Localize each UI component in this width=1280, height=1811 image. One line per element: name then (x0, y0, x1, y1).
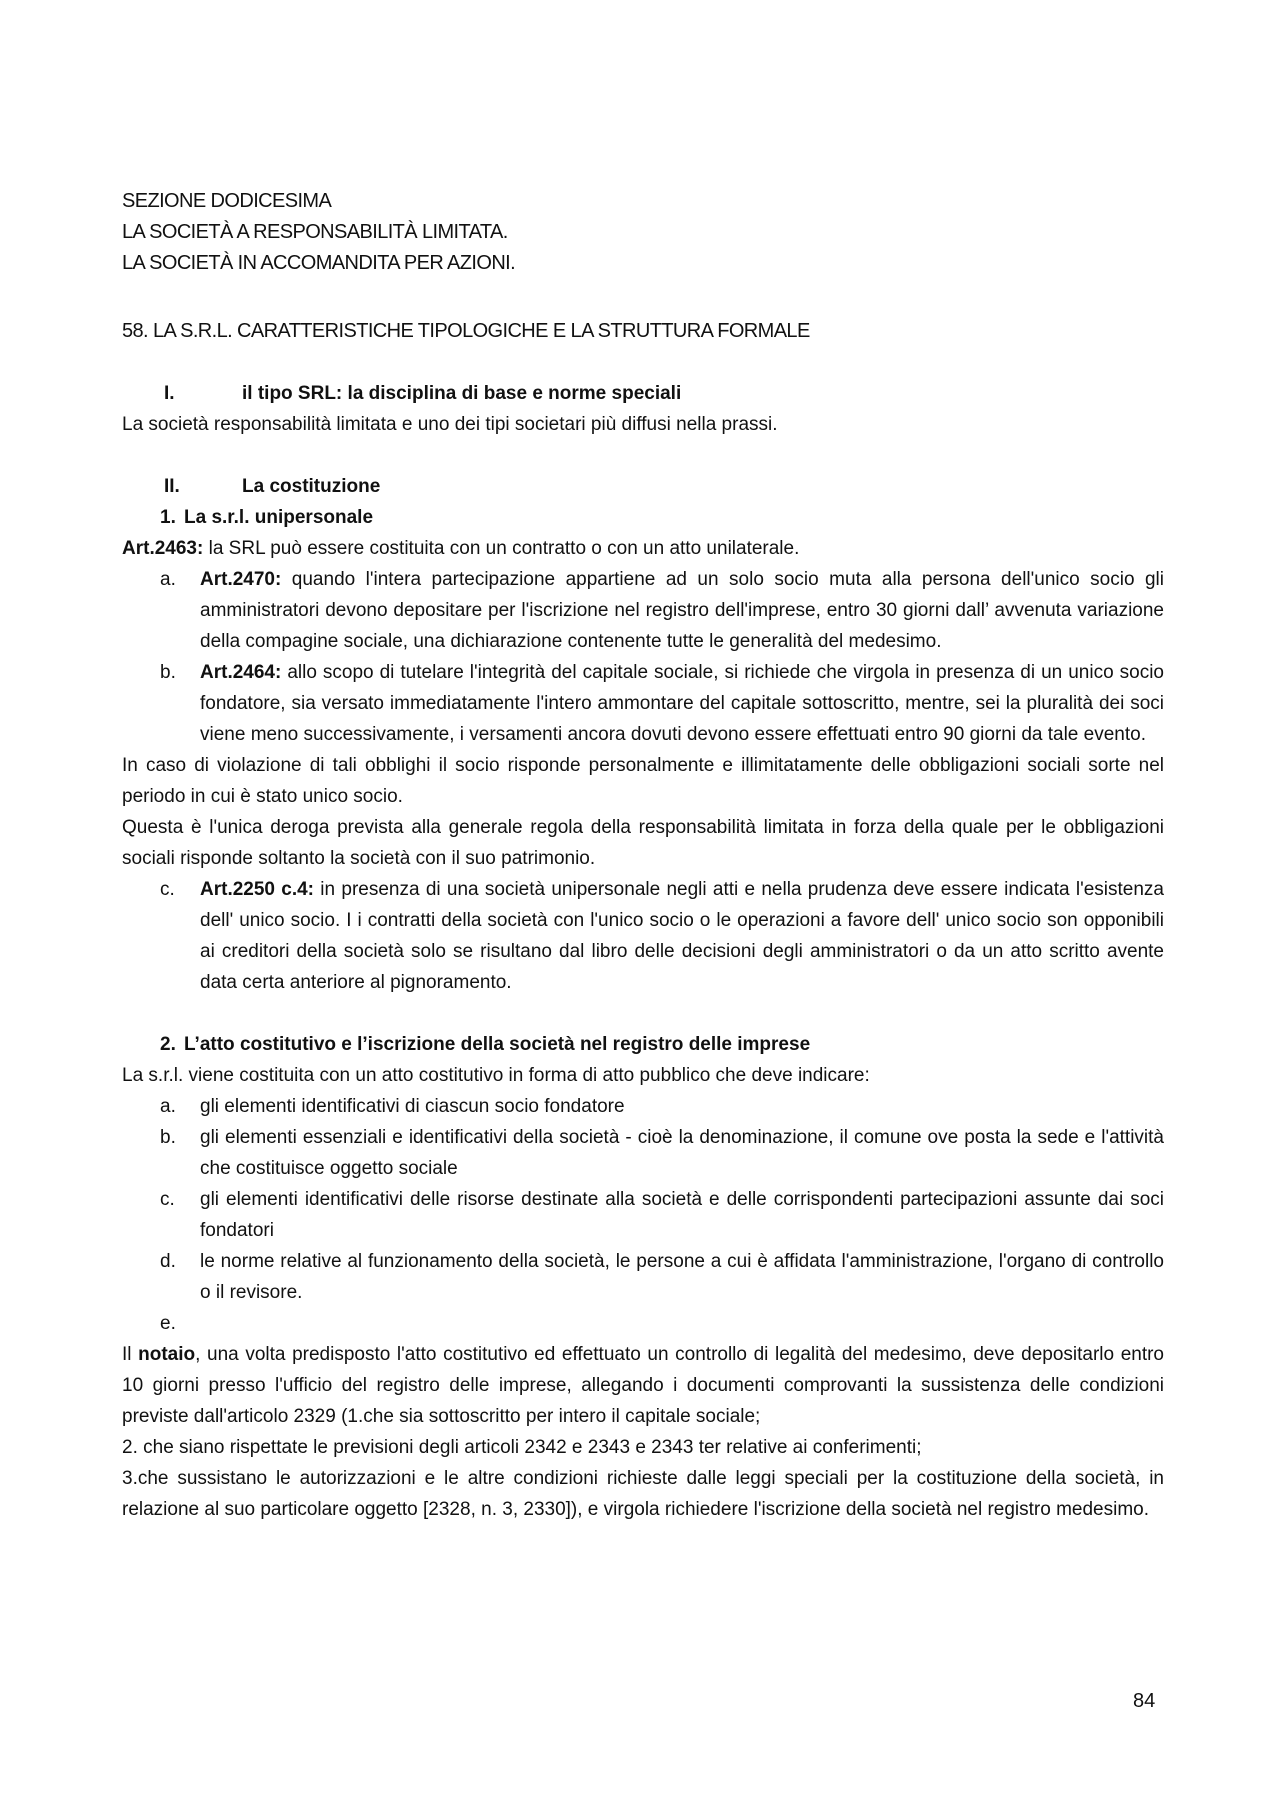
list-item: e. (160, 1313, 176, 1334)
subsection-heading-i: I. il tipo SRL: la disciplina di base e norme speciali (164, 383, 682, 404)
paragraph: 2. che siano rispettate le previsioni degli articoli 2342 e 2343 e 2343 ter relative ai conferimenti; (122, 1437, 922, 1458)
list-item: b. gli elementi essenziali e identificativi della società - cioè la denominazione, il comune ove posta la sede e l'attività che costituisce oggetto sociale (160, 1127, 1164, 1179)
paragraph: La s.r.l. viene costituita con un atto costitutivo in forma di atto pubblico che deve indicare: (122, 1065, 870, 1086)
paragraph: Il notaio, una volta predisposto l'atto costitutivo ed effettuato un controllo di legalità del medesimo, deve depositarlo entro 10 giorni presso l'ufficio del registro delle imprese, allegando i documenti comprovanti la sussistenza delle condizioni previste dall'articolo 2329 (1.che sia sottoscritto per intero il capitale sociale; (122, 1344, 1165, 1427)
list-item: c. Art.2250 c.4: in presenza di una società unipersonale negli atti e nella prudenza deve essere indicata l'esistenza dell' unico socio. I i contratti della società con l'unico socio o le operazioni a favore dell' unico socio son opponibili ai creditori della società solo se risultano dal libro delle decisioni degli amministratori o da un atto scritto avente data certa anteriore al pignoramento. (160, 879, 1164, 993)
list-item: a. gli elementi identificativi di ciascun socio fondatore (160, 1096, 625, 1117)
section-heading-2: LA SOCIETÀ A RESPONSABILITÀ LIMITATA. (122, 221, 508, 243)
paragraph: La società responsabilità limitata e uno dei tipi societari più diffusi nella prassi. (122, 414, 778, 435)
subsection-heading-1: 1. La s.r.l. unipersonale (160, 507, 374, 528)
chapter-title: 58. LA S.R.L. CARATTERISTICHE TIPOLOGICHE E LA STRUTTURA FORMALE (122, 320, 810, 342)
subsection-heading-2: 2. L’atto costitutivo e l’iscrizione della società nel registro delle imprese (160, 1034, 811, 1055)
paragraph: 3.che sussistano le autorizzazioni e le altre condizioni richieste dalle leggi speciali per la costituzione della società, in relazione al suo particolare oggetto [2328, n. 3, 2330]), e virgola richiedere l'iscrizione della società nel registro medesimo. (122, 1468, 1164, 1520)
list-item: c. gli elementi identificativi delle risorse destinate alla società e delle corrispondenti partecipazioni assunte dai soci fondatori (160, 1189, 1164, 1241)
list-item: b. Art.2464: allo scopo di tutelare l'integrità del capitale sociale, si richiede che virgola in presenza di un unico socio fondatore, sia versato immediatamente l'intero ammontare del capitale sottoscritto, mentre, sei la pluralità dei soci viene meno successivamente, i versamenti ancora dovuti devono essere effettuati entro 90 giorni da tale evento. (160, 662, 1164, 745)
paragraph: In caso di violazione di tali obblighi il socio risponde personalmente e illimitatamente delle obbligazioni sociali sorte nel periodo in cui è stato unico socio. (122, 755, 1164, 807)
paragraph: Questa è l'unica deroga prevista alla generale regola della responsabilità limitata in forza della quale per le obbligazioni sociali risponde soltanto la società con il suo patrimonio. (122, 817, 1164, 869)
section-heading-1: SEZIONE DODICESIMA (122, 190, 332, 212)
list-item: d. le norme relative al funzionamento della società, le persone a cui è affidata l'amministrazione, l'organo di controllo o il revisore. (160, 1251, 1164, 1303)
page-number: 84 (1133, 1690, 1156, 1712)
subsection-heading-ii: II. La costituzione (164, 476, 381, 497)
list-item: a. Art.2470: quando l'intera partecipazione appartiene ad un solo socio muta alla persona dell'unico socio gli amministratori devono depositare per l'iscrizione nel registro dell'imprese, entro 30 giorni dall’ avvenuta variazione della compagine sociale, una dichiarazione contenente tutte le generalità del medesimo. (160, 569, 1164, 652)
paragraph: Art.2463: la SRL può essere costituita con un contratto o con un atto unilaterale. (122, 538, 800, 559)
section-heading-3: LA SOCIETÀ IN ACCOMANDITA PER AZIONI. (122, 252, 516, 274)
